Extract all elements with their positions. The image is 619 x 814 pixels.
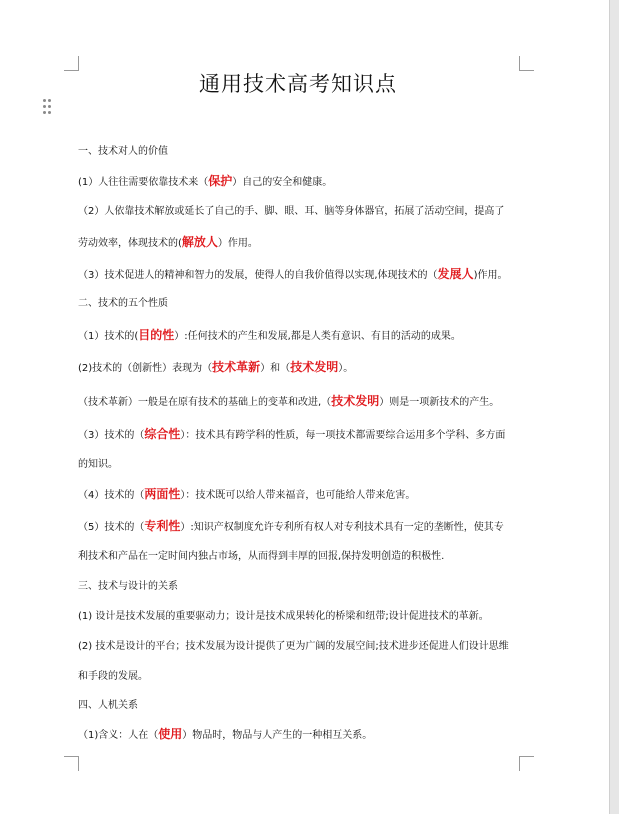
line-text: （1）技术的(: [78, 331, 139, 342]
line-text: (2) 技术是设计的平台；技术发展为设计提供了更为广阔的发展空间;技术进步还促进人们设计思维: [78, 641, 509, 652]
text-line: [78, 640, 509, 654]
text-line: [78, 458, 118, 472]
highlight-term: 综合性: [144, 427, 181, 441]
line-text: ）:任何技术的产生和发展,都是人类有意识、有目的活动的成果。: [174, 331, 461, 342]
margin-corner-bottom-left: [64, 756, 79, 771]
text-line: [78, 174, 332, 190]
line-text: （3）技术促进人的精神和智力的发展，使得人的自我价值得以实现,体现技术的（: [78, 270, 438, 281]
margin-corner-bottom-right: [519, 756, 534, 771]
line-text: ）自己的安全和健康。: [232, 177, 333, 188]
line-text: ）和（: [260, 363, 291, 374]
text-line: [78, 394, 499, 410]
line-text: ）则是一项新技术的产生。: [379, 397, 500, 408]
drag-handle-icon[interactable]: [43, 99, 53, 115]
text-line: [78, 670, 148, 684]
text-line: [78, 610, 489, 624]
line-text: ）：技术具有跨学科的性质，每一项技术都需要综合运用多个学科、多方面: [180, 430, 506, 441]
page-title: 通用技术高考知识点: [199, 72, 397, 96]
line-text: （2）人依靠技术解放或延长了自己的手、脚、眼、耳、脑等身体器官，拓展了活动空间，提高了: [78, 206, 505, 217]
line-text: ）。: [338, 363, 354, 374]
text-line: [78, 727, 372, 743]
text-line: [78, 487, 415, 503]
highlight-term: 技术革新: [212, 360, 261, 374]
text-line: [78, 267, 507, 283]
line-text: （1)含义：人在（: [78, 730, 159, 741]
highlight-term: 两面性: [144, 487, 181, 501]
text-line: [78, 205, 504, 219]
highlight-term: 解放人: [181, 235, 218, 249]
vertical-scrollbar[interactable]: [609, 0, 619, 814]
line-text: （技术革新）一般是在原有技术的基础上的变革和改进,（: [78, 397, 332, 408]
line-text: ）作用。: [217, 238, 258, 249]
line-text: (1) 设计是技术发展的重要驱动力；设计是技术成果转化的桥梁和纽带;设计促进技术的革新。: [78, 611, 489, 622]
line-text: （4）技术的（: [78, 490, 145, 501]
text-line: [78, 297, 168, 311]
line-text: 利技术和产品在一定时间内独占市场，从而得到丰厚的回报,保持发明创造的积极性.: [78, 551, 445, 562]
text-line: [78, 360, 353, 376]
highlight-term: 目的性: [138, 328, 175, 342]
line-text: 四、人机关系: [78, 700, 138, 711]
text-line: [78, 699, 138, 713]
highlight-term: 技术发明: [331, 394, 380, 408]
text-line: [78, 550, 444, 564]
text-line: [78, 235, 258, 251]
highlight-term: 专利性: [144, 519, 181, 533]
highlight-term: 发展人: [437, 267, 474, 281]
highlight-term: 使用: [158, 727, 183, 741]
text-line: [78, 145, 168, 159]
text-line: [78, 427, 505, 443]
line-text: （5）技术的（: [78, 522, 145, 533]
line-text: ）物品时，物品与人产生的一种相互关系。: [182, 730, 373, 741]
line-text: 和手段的发展。: [78, 671, 148, 682]
line-text: 三、技术与设计的关系: [78, 581, 178, 592]
text-line: [78, 519, 504, 535]
highlight-term: 保护: [208, 174, 233, 188]
line-text: 的知识。: [78, 459, 118, 470]
line-text: (1）人往往需要依靠技术来（: [78, 177, 209, 188]
highlight-term: 技术发明: [290, 360, 339, 374]
line-text: 二、技术的五个性质: [78, 298, 168, 309]
text-line: [78, 580, 178, 594]
line-text: ）:知识产权制度允许专利所有权人对专利技术具有一定的垄断性，使其专: [180, 522, 504, 533]
line-text: 一、技术对人的价值: [78, 146, 168, 157]
line-text: (2)技术的（创新性）表现为（: [78, 363, 213, 374]
line-text: （3）技术的（: [78, 430, 145, 441]
line-text: 劳动效率，体现技术的(: [78, 238, 182, 249]
line-text: ）：技术既可以给人带来福音，也可能给人带来危害。: [180, 490, 416, 501]
line-text: )作用。: [473, 270, 508, 281]
text-line: [78, 328, 461, 344]
